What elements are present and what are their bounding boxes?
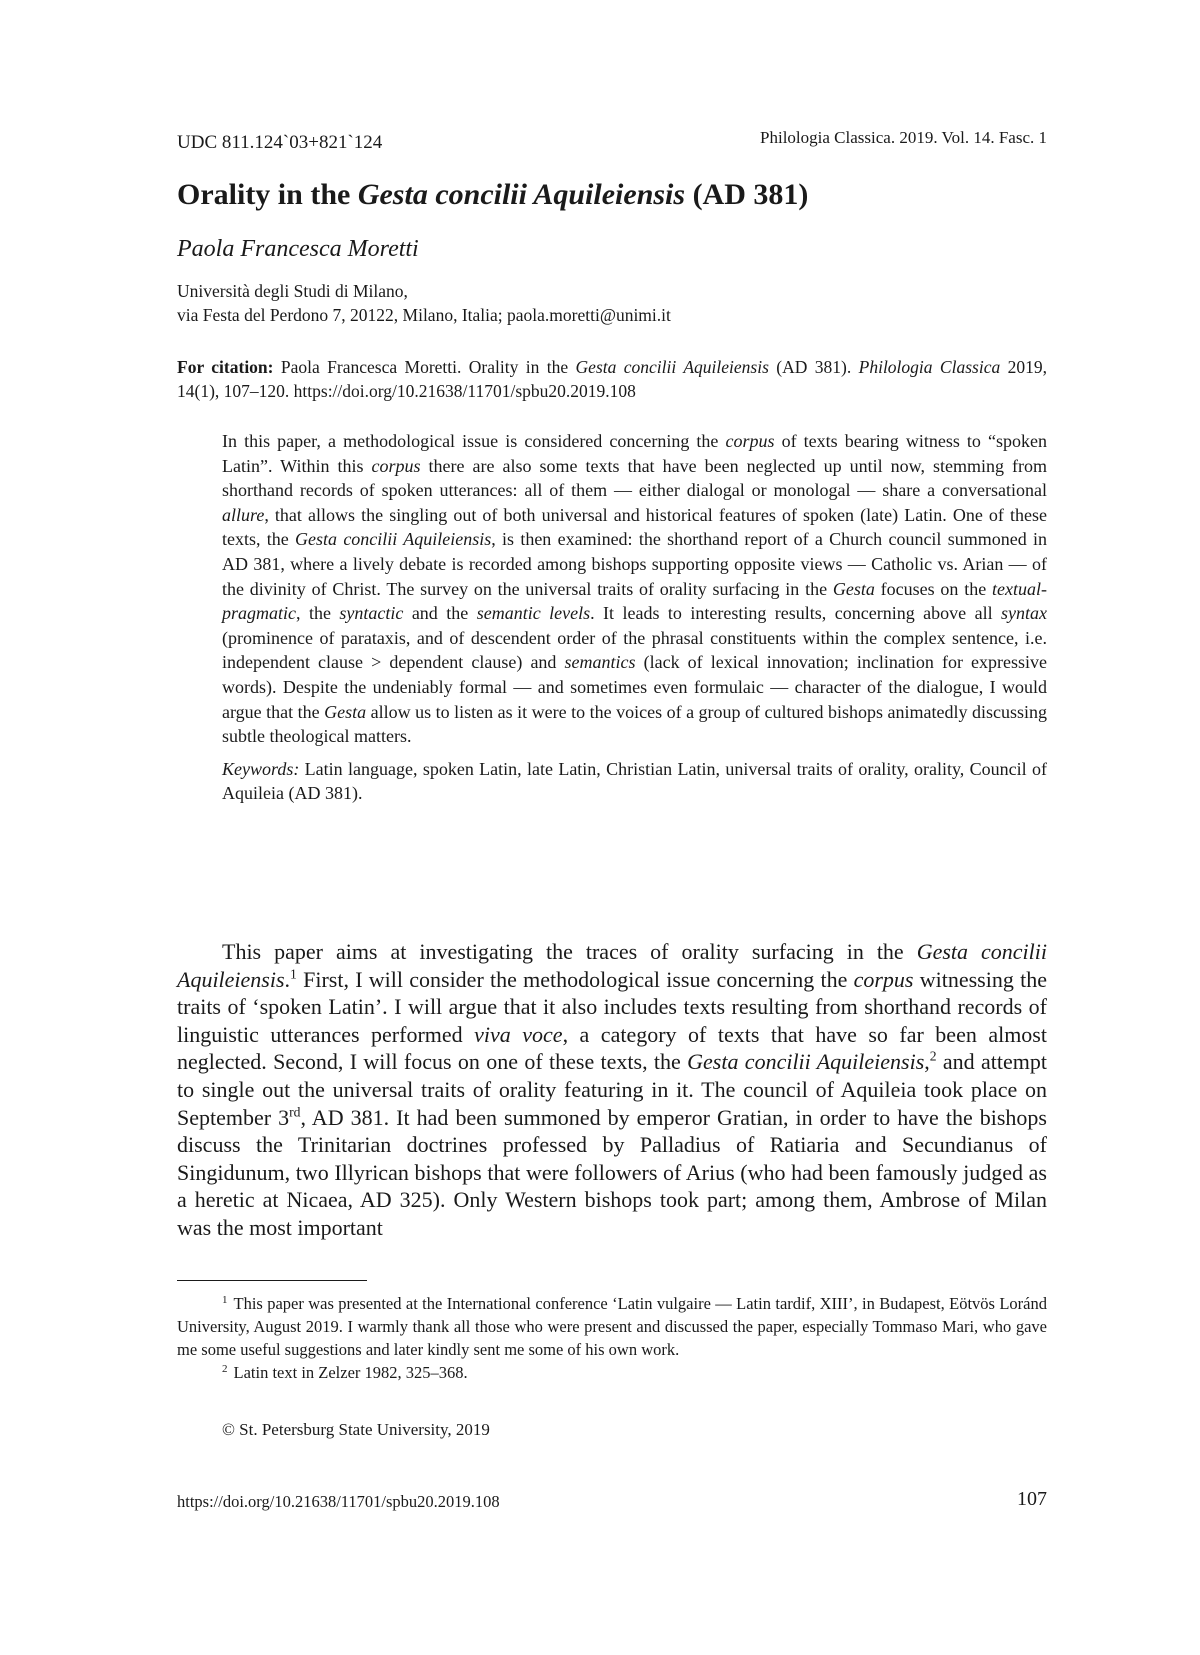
footnote-number: 2 — [222, 1362, 228, 1375]
article-title: Orality in the Gesta concilii Aquileiensis (AD 381) — [177, 178, 809, 211]
footer-doi-link[interactable]: https://doi.org/10.21638/11701/spbu20.2019.108 — [177, 1492, 500, 1511]
page-number: 107 — [1017, 1488, 1047, 1510]
citation-block: For citation: Paola Francesca Moretti. Orality in the Gesta concilii Aquileiensis (AD 381). Philologia Classica 2019, 14(1), 107–120. https://doi.org/10.21638/11701/spbu20.2019.108 — [177, 357, 1047, 401]
footnote: $^1$ This paper was presented at the International conference ‘Latin vulgaire — Latin tardif, XIII’, in Budapest, Eötvös Loránd University, August 2019. I warmly thank all those who were present and discussed the paper, especially Tommaso Mari, who gave me some useful suggestions and later kindly sent me some of his own work. — [177, 1293, 1047, 1359]
footnote-number: 1 — [222, 1293, 228, 1306]
author-name: Paola Francesca Moretti — [177, 236, 419, 262]
udc-code: UDC 811.124`03+821`124 — [177, 132, 383, 153]
footnote-ref[interactable]: 2 — [929, 1049, 937, 1065]
footnote-divider — [177, 1280, 367, 1281]
author-affiliation — [177, 279, 671, 327]
copyright-notice: © St. Petersburg State University, 2019 — [222, 1420, 490, 1439]
affiliation-line: Università degli Studi di Milano, — [177, 281, 408, 301]
footnotes — [177, 1292, 1047, 1384]
footnote: $^2$ Latin text in Zelzer 1982, 325–368. — [222, 1362, 468, 1382]
footnote-ref[interactable]: 1 — [290, 966, 297, 982]
main-text — [177, 938, 1047, 1242]
body-paragraph: This paper aims at investigating the traces of orality surfacing in the Gesta concilii Aquileiensis.$^1$ First, I will consider the methodological issue concerning the corpus witnessing the traits of ‘spoken Latin’. I will argue that it also includes texts resulting from shorthand records of linguistic utterances performed viva voce, a category of texts that have so far been almost neglected. Second, I will focus on one of these texts, the Gesta concilii Aquileiensis,$^2$ and attempt to single out the universal traits of orality featuring in it. The council of Aquileia took place on September 3rd, AD 381. It had been summoned by emperor Gratian, in order to have the bishops discuss the Trinitarian doctrines professed by Palladius of Ratiaria and Secundianus of Singidunum, two Illyrican bishops that were followers of Arius (who had been famously judged as a heretic at Nicaea, AD 325). Only Western bishops took part; among them, Ambrose of Milan was the most important — [177, 939, 1047, 1240]
abstract — [222, 429, 1047, 806]
keywords: Keywords: Latin language, spoken Latin, late Latin, Christian Latin, universal traits of orality, orality, Council of Aquileia (AD 381). — [222, 758, 1047, 804]
affiliation-line: via Festa del Perdono 7, 20122, Milano, Italia; paola.moretti@unimi.it — [177, 305, 671, 325]
keywords-label: Keywords: — [222, 758, 300, 779]
journal-reference: Philologia Classica. 2019. Vol. 14. Fasc. 1 — [760, 128, 1047, 147]
citation-label: For citation: — [177, 357, 274, 377]
abstract-text: In this paper, a methodological issue is considered concerning the corpus of texts bearing witness to “spoken Latin”. Within this corpus there are also some texts that have been neglected up until now, stemming from shorthand records of spoken utterances: all of them — either dialogal or monologal — share a conversational allure, that allows the singling out of both universal and historical features of spoken (late) Latin. One of these texts, the Gesta concilii Aquileiensis, is then examined: the shorthand report of a Church council summoned in AD 381, where a lively debate is recorded among bishops supporting opposite views — Catholic vs. Arian — of the divinity of Christ. The survey on the universal traits of orality surfacing in the Gesta focuses on the textual-pragmatic, the syntactic and the semantic levels. It leads to interesting results, concerning above all syntax (prominence of parataxis, and of descendent order of the phrasal constituents within the complex sentence, i.e. independent clause > dependent clause) and semantics (lack of lexical innovation; inclination for expressive words). Despite the undeniably formal — and sometimes even formulaic — character of the dialogue, I would argue that the Gesta allow us to listen as it were to the voices of a group of cultured bishops animatedly discussing subtle theological matters. — [222, 431, 1048, 747]
